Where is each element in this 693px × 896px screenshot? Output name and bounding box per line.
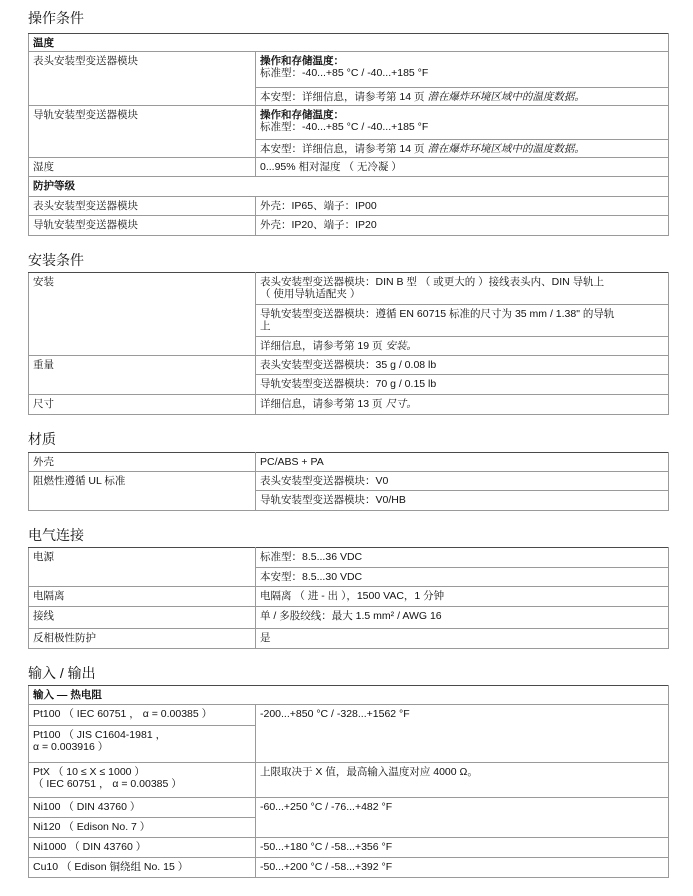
housing-label: 外壳 (29, 453, 256, 472)
rail-mount-protection-value: 外壳：IP20、端子：IP20 (256, 216, 669, 236)
temperature-header: 温度 (29, 34, 669, 52)
ptx-line2: （ IEC 60751 ， α = 0.00385 ） (33, 778, 182, 790)
power-supply-intrinsic: 本安型：8.5...30 VDC (256, 568, 669, 587)
section-title-operating-conditions: 操作条件 (28, 10, 84, 26)
flammability-rail-mount: 导轨安装型变送器模块：V0/HB (256, 491, 669, 511)
rail-mount-protection-label: 导轨安装型变送器模块 (29, 216, 256, 236)
ni-range: -60...+250 °C / -76...+482 °F (256, 798, 669, 838)
ni1000-range: -50...+180 °C / -58...+356 °F (256, 838, 669, 858)
head-mount-temp-label: 表头安装型变送器模块 (29, 52, 256, 106)
ni120-label: Ni120 （ Edison No. 7 ） (29, 818, 256, 838)
cu10-range: -50...+200 °C / -58...+392 °F (256, 858, 669, 878)
section-title-installation-conditions: 安装条件 (28, 252, 84, 268)
hazardous-area-temp-ref: 潜在爆炸环境区域中的温度数据。 (427, 91, 585, 103)
pt100-jis-line1: Pt100 （ JIS C1604-1981 ， (33, 729, 167, 741)
ni1000-label: Ni1000 （ DIN 43760 ） (29, 838, 256, 858)
operating-conditions-table (28, 33, 669, 236)
weight-head-mount: 表头安装型变送器模块：35 g / 0.08 lb (256, 356, 669, 375)
installation-details (256, 337, 669, 356)
wiring-label: 接线 (29, 607, 256, 629)
rail-mount-temp-label: 导轨安装型变送器模块 (29, 106, 256, 158)
ptx-label (29, 763, 256, 798)
galvanic-isolation-value: 电隔离 （ 进 - 出 ），1500 VAC，1 分钟 (256, 587, 669, 607)
standard-temp-value: 标准型：-40...+85 °C / -40...+185 °F (260, 121, 429, 133)
flammability-head-mount: 表头安装型变送器模块：V0 (256, 472, 669, 491)
installation-rail-mount-line1: 导轨安装型变送器模块：遵循 EN 60715 标准的尺寸为 35 mm / 1.38" 的导轨 (260, 308, 615, 320)
cu10-label: Cu10 （ Edison 铜绕组 No. 15 ） (29, 858, 256, 878)
installation-head-mount (256, 273, 669, 305)
weight-label: 重量 (29, 356, 256, 395)
pt100-jis-label (29, 726, 256, 763)
ptx-line1: PtX （ 10 ≤ X ≤ 1000 ） (33, 766, 145, 778)
reverse-polarity-label: 反相极性防护 (29, 629, 256, 649)
section-title-electrical-connection: 电气连接 (28, 527, 84, 543)
dimensions-label: 尺寸 (29, 395, 256, 415)
dimensions-ref: 尺寸。 (385, 398, 417, 410)
op-storage-temp-label: 操作和存储温度： (260, 109, 344, 121)
protection-header: 防护等级 (29, 177, 669, 197)
pt100-jis-line2: α = 0.003916 ） (33, 741, 109, 753)
flammability-label: 阻燃性遵循 UL 标准 (29, 472, 256, 511)
standard-temp-value: 标准型：-40...+85 °C / -40...+185 °F (260, 67, 429, 79)
wiring-value: 单 / 多股绞线：最大 1.5 mm² / AWG 16 (256, 607, 669, 629)
installation-conditions-table (28, 272, 669, 415)
installation-head-mount-line1: 表头安装型变送器模块：DIN B 型 （ 或更大的 ）接线表头内、DIN 导轨上 (260, 276, 605, 288)
ptx-range: 上限取决于 X 值，最高输入温度对应 4000 Ω。 (256, 763, 669, 798)
weight-rail-mount: 导轨安装型变送器模块：70 g / 0.15 lb (256, 375, 669, 395)
electrical-connection-table (28, 547, 669, 649)
rail-mount-intrinsic-temp (256, 140, 669, 158)
materials-table (28, 452, 669, 511)
power-supply-label: 电源 (29, 548, 256, 587)
dimensions-value (256, 395, 669, 415)
pt100-range: -200...+850 °C / -328...+1562 °F (256, 705, 669, 763)
head-mount-temp-value (256, 52, 669, 88)
rtd-input-header: 输入 — 热电阻 (29, 686, 669, 705)
op-storage-temp-label: 操作和存储温度： (260, 55, 344, 67)
humidity-label: 湿度 (29, 158, 256, 177)
section-title-materials: 材质 (28, 431, 56, 447)
installation-rail-mount-line2: 上 (260, 320, 271, 332)
installation-ref: 安装。 (385, 340, 417, 352)
reverse-polarity-value: 是 (256, 629, 669, 649)
head-mount-intrinsic-temp (256, 88, 669, 106)
ni100-label: Ni100 （ DIN 43760 ） (29, 798, 256, 818)
head-mount-protection-label: 表头安装型变送器模块 (29, 197, 256, 216)
dimensions-text: 详细信息，请参考第 13 页 (260, 398, 386, 410)
installation-details-text: 详细信息，请参考第 19 页 (260, 340, 386, 352)
installation-label: 安装 (29, 273, 256, 356)
power-supply-standard: 标准型：8.5...36 VDC (256, 548, 669, 568)
head-mount-protection-value: 外壳：IP65、端子：IP00 (256, 197, 669, 216)
installation-rail-mount (256, 305, 669, 337)
pt100-iec-label: Pt100 （ IEC 60751 ， α = 0.00385 ） (29, 705, 256, 726)
galvanic-isolation-label: 电隔离 (29, 587, 256, 607)
rail-mount-temp-value (256, 106, 669, 140)
input-output-table (28, 685, 669, 878)
housing-value: PC/ABS + PA (256, 453, 669, 472)
intrinsic-temp-text: 本安型：详细信息，请参考第 14 页 (260, 143, 428, 155)
humidity-value: 0...95% 相对湿度 （ 无冷凝 ） (256, 158, 669, 177)
installation-head-mount-line2: （ 使用导轨适配夹 ） (260, 288, 361, 300)
hazardous-area-temp-ref: 潜在爆炸环境区域中的温度数据。 (427, 143, 585, 155)
section-title-input-output: 输入 / 输出 (28, 665, 96, 681)
intrinsic-temp-text: 本安型：详细信息，请参考第 14 页 (260, 91, 428, 103)
